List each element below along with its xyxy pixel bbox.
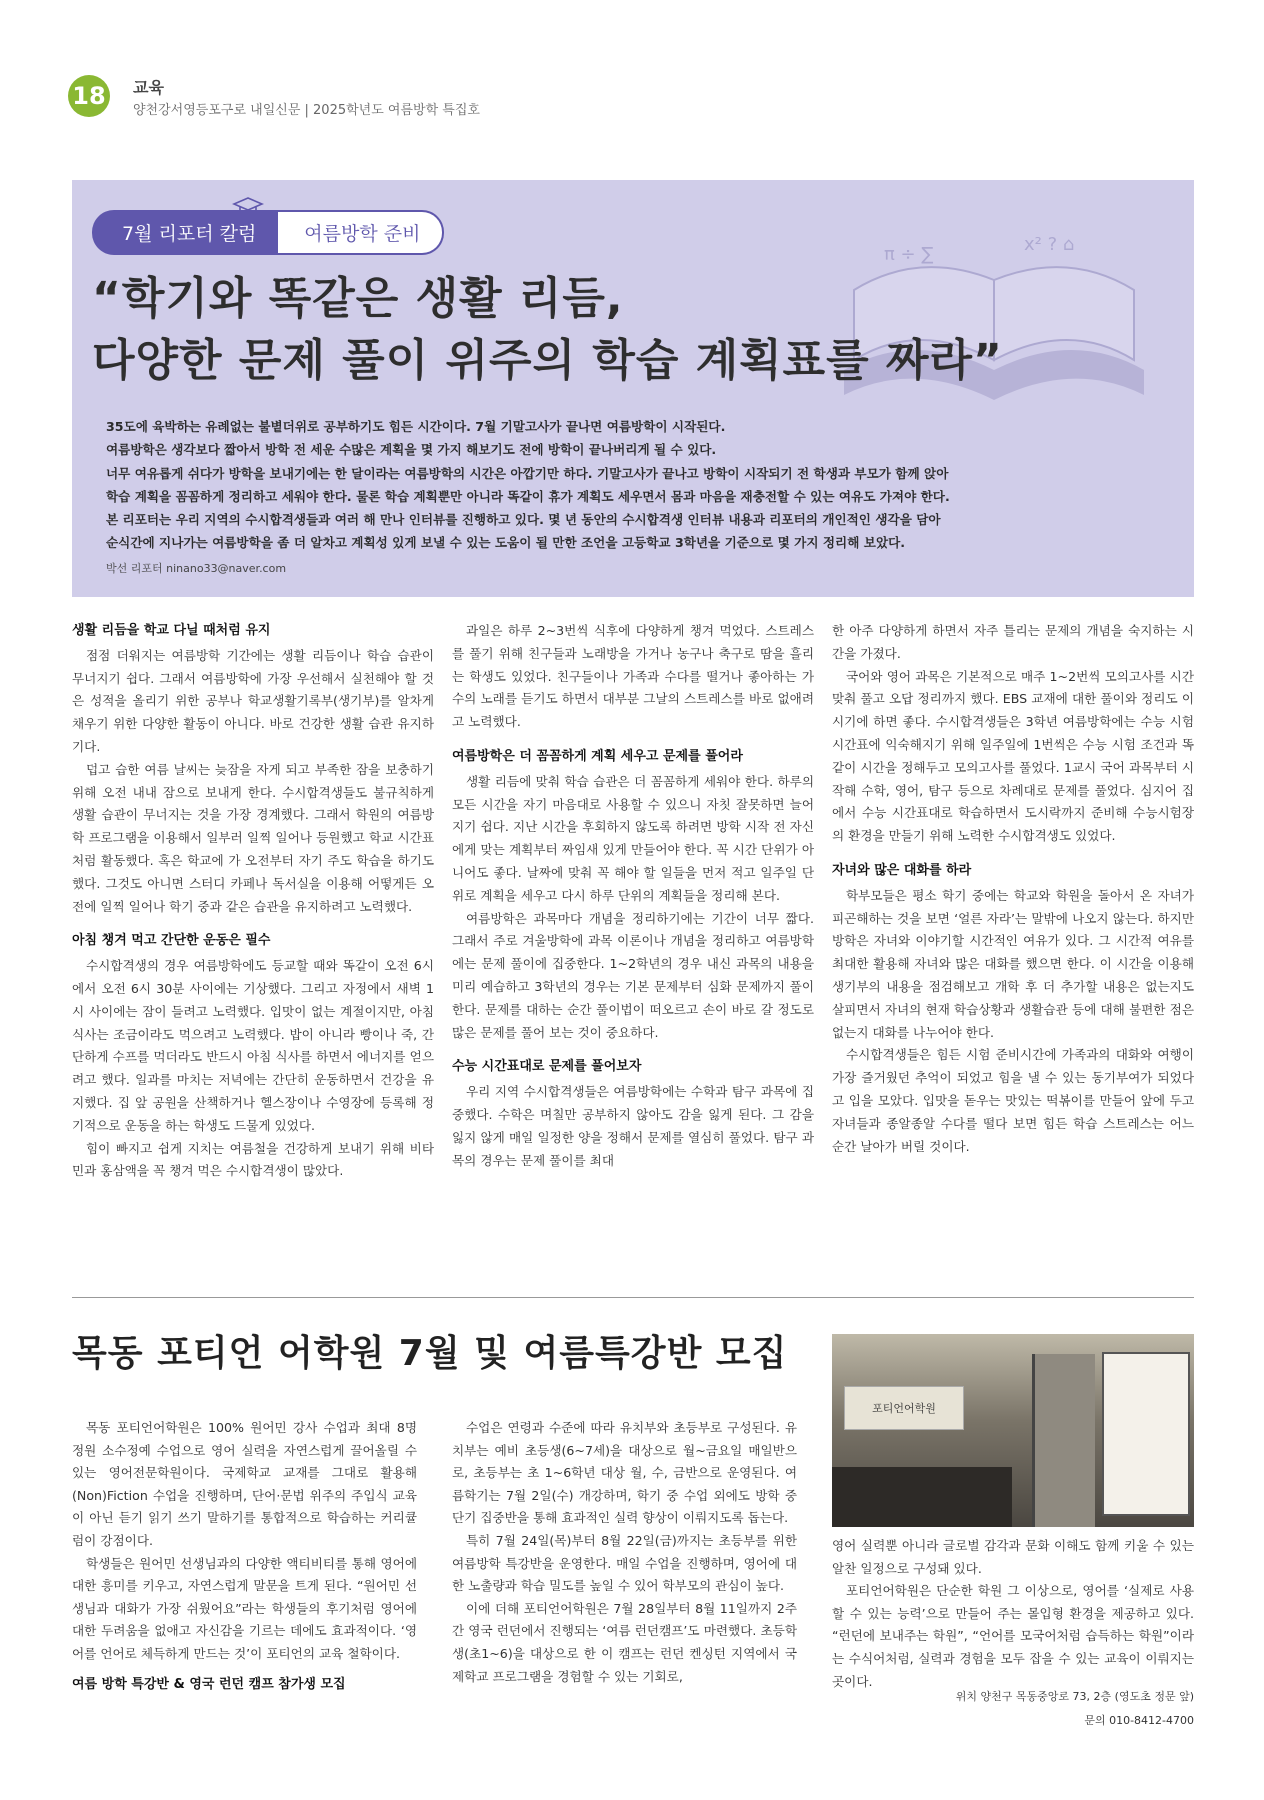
tag-summer-prep: 여름방학 준비 bbox=[278, 210, 444, 255]
subheading: 수능 시간표대로 문제를 풀어보자 bbox=[452, 1059, 642, 1075]
paragraph: 한 아주 다양하게 하면서 자주 틀리는 문제의 개념을 숙지하는 시간을 가졌다. bbox=[832, 623, 1194, 661]
article-column-1 bbox=[72, 620, 434, 1183]
ad-location: 위치 양천구 목동중앙로 73, 2층 (영도초 정문 앞) bbox=[955, 1690, 1194, 1703]
paragraph: 학부모들은 평소 학기 중에는 학교와 학원을 돌아서 온 자녀가 피곤해하는 것을 보면 ‘얼른 자라’는 말밖에 나오지 않는다. 하지만 방학은 자녀와 이야기할 시간적인 여유가 있다. 그 시간적 여유를 최대한 활용해 자녀와 많은 대화를 했으면 한다. 이 시간을 이용해 생기부의 내용을 점검해보고 개학 후 더 추가할 내용은 없는지도 살피면서 자녀의 현재 학습상황과 생활습관 등에 대해 불편한 점은 없는지 대화를 나누어야 한다. bbox=[832, 887, 1194, 1040]
paragraph: 생활 리듬에 맞춰 학습 습관은 더 꼼꼼하게 세워야 한다. 하루의 모든 시간을 자기 마음대로 사용할 수 있으니 자칫 잘못하면 늘어지기 쉽다. 지난 시간을 후회하지 않도록 하려면 방학 시작 전 자신에게 맞는 계획부터 짜임새 있게 만들어야 한다. 꼭 시간 단위가 아니어도 좋다. 날짜에 맞춰 꼭 해야 할 일들을 먼저 적고 일주일 단위로 계획을 세우고 다시 하루 단위의 계획들을 정리해 본다. bbox=[452, 773, 814, 903]
paragraph: 목동 포티언어학원은 100% 원어민 강사 수업과 최대 8명 정원 소수정예 수업으로 영어 실력을 자연스럽게 끌어올릴 수 있는 영어전문학원이다. 국제학교 교재를 그대로 활용해 (Non)Fiction 수업을 진행하며, 단어·문법 위주의 주입식 교육이 아닌 듣기 읽기 쓰기 말하기를 통합적으로 학습하는 커리큘럼이 강점이다. bbox=[72, 1420, 417, 1548]
paragraph: 덥고 습한 여름 날씨는 늦잠을 자게 되고 부족한 잠을 보충하기 위해 오전 내내 잠으로 보내게 한다. 수시합격생들도 불규칙하게 생활 습관이 무너지는 것을 가장 경계했다. 그래서 학원의 여름방학 프로그램을 이용해서 일부러 일찍 일어나 등원했고 학교 시간표처럼 활동했다. 혹은 학교에 가 오전부터 자기 주도 학습을 하기도 했다. 그것도 아니면 스터디 카페나 독서실을 이용해 어떻게든 오전에 일찍 일어나 학기 중과 같은 습관을 유지하려고 노력했다. bbox=[72, 761, 434, 914]
feature-banner bbox=[72, 180, 1194, 597]
paragraph: 여름방학은 과목마다 개념을 정리하기에는 기간이 너무 짧다. 그래서 주로 겨울방학에 과목 이론이나 개념을 정리하고 여름방학에는 문제 풀이에 집중한다. 1~2학년의 경우 내신 과목의 내용을 미리 예습하고 3학년의 경우는 기본 문제부터 심화 문제까지 풀이한다. 문제를 대하는 순간 풀이법이 떠오르고 손이 바로 갈 정도로 많은 문제를 풀어 보는 것이 중요하다. bbox=[452, 910, 814, 1040]
paragraph: 수시합격생의 경우 여름방학에도 등교할 때와 똑같이 오전 6시에서 오전 6시 30분 사이에는 기상했다. 그리고 자정에서 새벽 1시 사이에는 잠이 들려고 노력했다. 입맛이 없는 계절이지만, 아침 식사는 조금이라도 먹으려고 노력했다. 밥이 아니라 빵이나 죽, 간단하게 수프를 먹더라도 반드시 아침 식사를 하면서 에너지를 얻으려고 했다. 일과를 마치는 저녁에는 간단히 운동하면서 건강을 유지했다. 집 앞 공원을 산책하거나 헬스장이나 수영장에 등록해 정기적으로 운동을 하는 학생도 드물게 있었다. bbox=[72, 958, 434, 1133]
lead-paragraph bbox=[106, 415, 1166, 555]
subheading: 아침 챙겨 먹고 간단한 운동은 필수 bbox=[72, 933, 271, 949]
paragraph: 수시합격생들은 힘든 시험 준비시간에 가족과의 대화와 여행이 가장 즐거웠던 추억이 되었고 힘을 낼 수 있는 동기부여가 되었다고 입을 모았다. 입맛을 돋우는 맛있는 떡볶이를 만들어 앞에 두고 자녀들과 종알종알 수다를 떨다 보면 힘든 학습 스트레스는 어느 순간 날아가 버릴 것이다. bbox=[832, 1047, 1194, 1154]
ad-column-1 bbox=[72, 1417, 417, 1696]
academy-sign: 포티언어학원 bbox=[844, 1386, 964, 1430]
paragraph: 포티언어학원은 단순한 학원 그 이상으로, 영어를 ‘실제로 사용할 수 있는 능력’으로 만들어 주는 몰입형 환경을 제공하고 있다. “런던에 보내주는 학원”, “언어를 모국어처럼 습득하는 학원”이라는 수식어처럼, 실력과 경험을 모두 잡을 수 있는 교육이 이뤄지는 곳이다. bbox=[832, 1583, 1194, 1689]
paragraph: 수업은 연령과 수준에 따라 유치부와 초등부로 구성된다. 유치부는 예비 초등생(6~7세)을 대상으로 월~금요일 매일반으로, 초등부는 초 1~6학년 대상 월, 수, 금반으로 운영된다. 여름학기는 7월 2일(수) 개강하며, 학기 중 수업 외에도 방학 중 단기 집중반을 통해 효과적인 실력 향상이 이뤄지도록 돕는다. bbox=[452, 1420, 797, 1526]
reception-desk bbox=[832, 1467, 1012, 1527]
paragraph: 힘이 빠지고 쉽게 지치는 여름철을 건강하게 보내기 위해 비타민과 홍삼액을 꼭 챙겨 먹은 수시합격생이 많았다. bbox=[72, 1140, 434, 1179]
article-column-2 bbox=[452, 620, 814, 1172]
subheading: 생활 리듬을 학교 다닐 때처럼 유지 bbox=[72, 623, 271, 638]
article-column-3 bbox=[832, 620, 1194, 1158]
page-number: 18 bbox=[68, 75, 110, 117]
paragraph: 점점 더워지는 여름방학 기간에는 생활 리듬이나 학습 습관이 무너지기 쉽다. 그래서 여름방학에 가장 우선해서 실천해야 할 것은 성적을 올리기 위한 공부나 학교생활기록부(생기부)를 알차게 채우기 위한 다양한 활동이 아니다. 바로 건강한 생활 습관 유지하기다. bbox=[72, 647, 434, 754]
paragraph: 과일은 하루 2~3번씩 식후에 다양하게 챙겨 먹었다. 스트레스를 풀기 위해 친구들과 노래방을 가거나 농구나 축구로 땀을 흘리는 학생도 있었다. 친구들이나 가족과 수다를 떨거나 좋아하는 가수의 노래를 듣기도 하면서 대부분 그날의 스트레스를 바로 없애려고 노력했다. bbox=[452, 623, 814, 730]
paragraph: 우리 지역 수시합격생들은 여름방학에는 수학과 탐구 과목에 집중했다. 수학은 며칠만 공부하지 않아도 감을 잃게 된다. 그 감을 잃지 않게 매일 일정한 양을 정해서 문제를 열심히 풀었다. 탐구 과목의 경우는 문제 풀이를 최대 bbox=[452, 1084, 814, 1168]
lead-line: 학습 계획을 꼼꼼하게 정리하고 세워야 한다. 물론 학습 계획뿐만 아니라 똑같이 휴가 계획도 세우면서 몸과 마음을 재충전할 수 있는 여유도 가져야 한다. bbox=[106, 488, 950, 504]
whiteboard bbox=[1102, 1352, 1190, 1516]
academy-photo bbox=[832, 1334, 1194, 1527]
ad-phone: 문의 010-8412-4700 bbox=[1084, 1714, 1194, 1727]
article-body bbox=[72, 620, 1194, 1260]
publication-info: 양천강서영등포구로 내일신문 | 2025학년도 여름방학 특집호 bbox=[133, 103, 480, 118]
headline-line-1: “학기와 똑같은 생활 리듬, bbox=[92, 273, 624, 324]
section-label: 교육 bbox=[133, 78, 164, 97]
section-divider bbox=[72, 1297, 1194, 1298]
headline-line-2: 다양한 문제 풀이 위주의 학습 계획표를 짜라” bbox=[92, 335, 1003, 386]
paragraph: 이에 더해 포티언어학원은 7월 28일부터 8월 11일까지 2주간 영국 런던에서 진행되는 ‘여름 런던캠프’도 마련했다. 초등학생(초1~6)을 대상으로 한 이 캠프는 런던 켄싱턴 지역에서 국제학교 프로그램을 경험할 수 있는 기회로, bbox=[452, 1600, 797, 1684]
subheading: 여름방학은 더 꼼꼼하게 계획 세우고 문제를 풀어라 bbox=[452, 748, 743, 764]
glass-door bbox=[1032, 1354, 1095, 1527]
svg-text:x² ? ⌂: x² ? ⌂ bbox=[1024, 234, 1075, 255]
paragraph: 학생들은 원어민 선생님과의 다양한 액티비티를 통해 영어에 대한 흥미를 키우고, 자연스럽게 말문을 트게 된다. “원어민 선생님과 대화가 가장 쉬웠어요”라는 학생들의 후기처럼 영어에 대한 두려움을 없애고 자신감을 기르는 데에도 효과적이다. ‘영어를 언어로 체득하게 만드는 것’이 포티언의 교육 철학이다. bbox=[72, 1555, 417, 1661]
paragraph: 특히 7월 24일(목)부터 8월 22일(금)까지는 초등부를 위한 여름방학 특강반을 운영한다. 매일 수업을 진행하며, 영어에 대한 노출량과 학습 밀도를 높일 수 있어 학부모의 관심이 높다. bbox=[452, 1532, 797, 1594]
ad-column-3 bbox=[832, 1535, 1194, 1693]
lead-line: 여름방학은 생각보다 짧아서 방학 전 세운 수많은 계획을 몇 가지 해보기도 전에 방학이 끝나버리게 될 수 있다. bbox=[106, 442, 717, 458]
lead-line: 본 리포터는 우리 지역의 수시합격생들과 여러 해 만나 인터뷰를 진행하고 있다. 몇 년 동안의 수시합격생 인터뷰 내용과 리포터의 개인적인 생각을 담아 bbox=[106, 512, 941, 528]
paragraph: 국어와 영어 과목은 기본적으로 매주 1~2번씩 모의고사를 시간 맞춰 풀고 오답 정리까지 했다. EBS 교재에 대한 풀이와 정리도 이 시기에 하면 좋다. 수시합격생들은 3학년 여름방학에는 수능 시험 시간표에 익숙해지기 위해 일주일에 1번씩은 수능 시험 조건과 똑같이 시간을 정해두고 모의고사를 풀었다. 1교시 국어 과목부터 시작해 수학, 영어, 탐구 등으로 차례대로 문제를 풀었다. 심지어 집에서 수능 시간표대로 학습하면서 도시락까지 준비해 수능시험장의 환경을 만들기 위해 노력한 수시합격생도 있었다. bbox=[832, 668, 1194, 844]
paragraph: 영어 실력뿐 아니라 글로벌 감각과 문화 이해도 함께 키울 수 있는 알찬 일정으로 구성돼 있다. bbox=[832, 1538, 1194, 1576]
ad-title: 목동 포티언 어학원 7월 및 여름특강반 모집 bbox=[72, 1333, 788, 1374]
lead-line: 너무 여유롭게 쉬다가 방학을 보내기에는 한 달이라는 여름방학의 시간은 아깝기만 하다. 기말고사가 끝나고 방학이 시작되기 전 학생과 부모가 함께 앉아 bbox=[106, 465, 949, 481]
ad-column-2 bbox=[452, 1417, 797, 1688]
svg-text:π ÷ ∑: π ÷ ∑ bbox=[884, 244, 934, 265]
lead-line: 순식간에 지나가는 여름방학을 좀 더 알차고 계획성 있게 보낼 수 있는 도움이 될 만한 조언을 고등학교 3학년을 기준으로 몇 가지 정리해 보았다. bbox=[106, 535, 906, 551]
lead-line: 35도에 육박하는 유례없는 불볕더위로 공부하기도 힘든 시간이다. 7월 기말고사가 끝나면 여름방학이 시작된다. bbox=[106, 419, 726, 434]
column-tags bbox=[92, 210, 444, 255]
subheading: 자녀와 많은 대화를 하라 bbox=[832, 862, 972, 878]
feature-headline bbox=[92, 268, 1003, 392]
tag-reporter-column: 7월 리포터 칼럼 bbox=[92, 210, 278, 255]
subheading: 여름 방학 특강반 & 영국 런던 캠프 참가생 모집 bbox=[72, 1676, 346, 1692]
byline: 박선 리포터 ninano33@naver.com bbox=[106, 562, 287, 575]
